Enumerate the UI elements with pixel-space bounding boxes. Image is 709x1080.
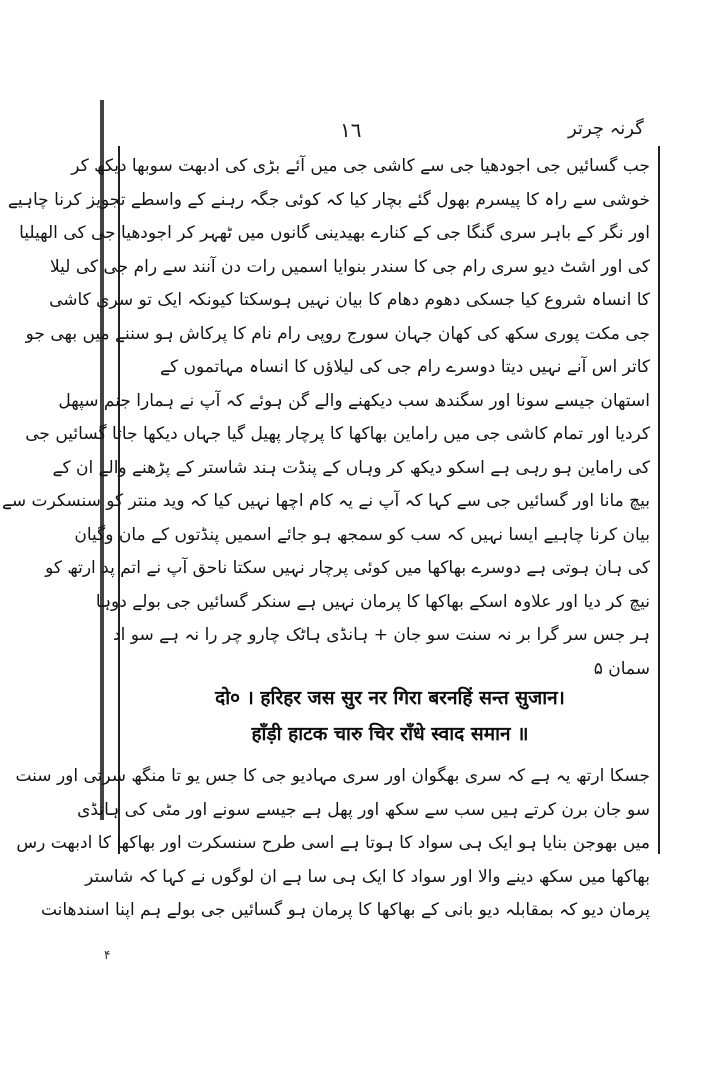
text-line: کا انساہ شروع کیا جسکی دھوم دھام کا بیان نہیں ہوسکتا کیونکہ ایک تو سری کاشی — [49, 290, 650, 310]
text-line: کی ہان ہوتی ہے دوسرے بھاکھا میں کوئی پرچار نہیں سکتا ناحق آپ نے اتم پد ارتھ کو — [45, 558, 650, 578]
text-line: بھاکھا میں سکھ دینے والا اور سواد کا ایک ہی سا ہے ان لوگوں نے کہا کہ شاستر — [85, 866, 650, 887]
text-line: میں بھوجن بنایا ہو ایک ہی سواد کا ہوتا ہے اسی طرح سنسکرت اور بھاکھا کا ادبھت رس — [16, 833, 650, 853]
text-line: ہر جس سر گرا بر نہ سنت سو جان + ہانڈی ہاٹک چارو چر را نہ ہے سو اد — [113, 625, 650, 645]
text-line: بیان کرنا چاہیے ایسا نہیں کہ سب کو سمجھ ہو جائے اسمیں پنڈتوں کے مان وگیان — [74, 524, 650, 545]
text-line: جب گسائیں جی اجودھیا جی سے کاشی جی میں آئے بڑی کی ادبھت سوبھا دیکھ کر — [71, 156, 650, 176]
text-line: کی اور اشٹ دیو سری رام جی کا سندر بنوایا اسمیں رات دن آنند سے رام جی کی لیلا — [50, 256, 650, 277]
text-line: جی مکت پوری سکھ کی کھان جہان سورج روپی رام نام کا پرکاش ہو سننے میں بھی جو — [25, 323, 650, 344]
text-line: خوشی سے راہ کا پیسرم بھول گئے بچار کیا کہ کوئی جگہ رہنے کے واسطے تجویز کرنا چاہیے — [7, 189, 650, 210]
text-line: اور نگر کے باہر سری گنگا جی کے کنارے بھیدینی گانوں میں ٹھہر کر اجودھیا جی کی الھیلیا — [19, 223, 650, 243]
footer-mark: ۴ — [104, 948, 111, 962]
text-line: بیچ مانا اور گسائیں جی سے کہا کہ آپ نے یہ کام اچھا نہیں کیا کہ وید منتر کو سنسکرت سے — [1, 491, 650, 511]
running-head: گرنہ چرتر — [568, 118, 644, 139]
verse-line-1: दो० । हरिहर जस सुर नर गिरा बरनहिं सन्त सुजान। — [215, 687, 565, 709]
urdu-paragraph-1 — [1, 150, 650, 686]
text-line: استھان جیسے سونا اور سگندھ سب دیکھنے والے گن ہوئے کہ آپ نے ہمارا جنم سپھل — [58, 390, 650, 411]
verse-line-2: हाँड़ी हाटक चारु चिर राँधे स्वाद समान ॥ — [251, 723, 529, 745]
text-line: سو جان برن کرتے ہیں سب سے سکھ اور پھل ہے جیسے سونے اور مٹی کی ہانڈی — [77, 799, 650, 820]
text-line: نیچ کر دیا اور علاوہ اسکے بھاکھا کا پرمان نہیں ہے سنکر گسائیں جی بولے دوہا — [95, 591, 650, 612]
text-line: جسکا ارتھ یہ ہے کہ سری بھگوان اور سری مہادیو جی کا جس یو تا منگھ سرتی اور سنت — [15, 766, 650, 786]
text-line: پرمان دیو کہ بمقابلہ دیو بانی کے بھاکھا کا پرمان ہو گسائیں جی بولے ہم اپنا اسندھانت — [40, 900, 650, 920]
text-line: کی راماین ہو رہی ہے اسکو دیکھ کر وہاں کے پنڈت ہند شاستر کے پڑھنے والے ان کے — [52, 457, 650, 478]
devanagari-verse — [150, 680, 630, 752]
page-number: ١٦ — [340, 118, 362, 142]
urdu-paragraph-2 — [15, 760, 650, 928]
text-line: سمان ۵ — [593, 658, 650, 679]
text-line: کاتر اس آنے نہیں دیتا دوسرے رام جی کی لیلاؤں کا انساہ مہاتموں کے — [160, 357, 650, 377]
text-line: کردیا اور تمام کاشی جی میں راماین بھاکھا کا پرچار پھیل گیا جہاں دیکھا جاتا گسائیں جی — [25, 424, 650, 444]
